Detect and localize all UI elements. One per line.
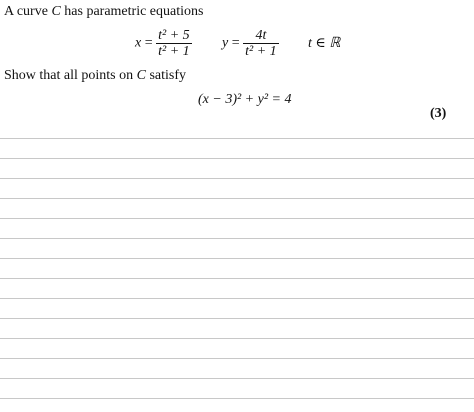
x-fraction — [156, 28, 192, 59]
x-eq-sign: = — [141, 35, 157, 51]
answer-line[interactable] — [0, 258, 474, 259]
y-fraction — [243, 28, 279, 59]
y-equation — [222, 28, 279, 59]
answer-line[interactable] — [0, 158, 474, 159]
marks-label: (3) — [430, 106, 447, 121]
answer-line[interactable] — [0, 298, 474, 299]
circle-equation: (x − 3)² + y² = 4 — [198, 92, 292, 107]
answer-line[interactable] — [0, 238, 474, 239]
answer-line[interactable] — [0, 278, 474, 279]
answer-line[interactable] — [0, 178, 474, 179]
answer-line[interactable] — [0, 198, 474, 199]
y-numerator: 4t — [243, 28, 279, 44]
answer-line[interactable] — [0, 218, 474, 219]
intro-prefix: A curve — [4, 4, 52, 19]
answer-line[interactable] — [0, 358, 474, 359]
answer-line[interactable] — [0, 398, 474, 399]
y-denominator: t² + 1 — [245, 44, 277, 59]
show-curve-var: C — [136, 68, 146, 83]
show-suffix: satisfy — [145, 68, 187, 83]
answer-line[interactable] — [0, 338, 474, 339]
y-eq-sign: = — [228, 35, 244, 51]
show-prefix: Show that all points on — [4, 68, 137, 83]
question-intro — [4, 4, 203, 20]
y-lhs: y — [222, 35, 229, 51]
x-equation — [135, 28, 192, 59]
question-show-that — [4, 68, 186, 84]
answer-line[interactable] — [0, 318, 474, 319]
x-denominator: t² + 1 — [158, 44, 190, 59]
answer-line[interactable] — [0, 378, 474, 379]
intro-curve-var: C — [51, 4, 61, 19]
answer-line[interactable] — [0, 138, 474, 139]
x-lhs: x — [135, 35, 142, 51]
x-numerator: t² + 5 — [158, 28, 190, 43]
t-domain: t ∈ ℝ — [308, 36, 341, 51]
intro-suffix: has parametric equations — [60, 4, 204, 19]
